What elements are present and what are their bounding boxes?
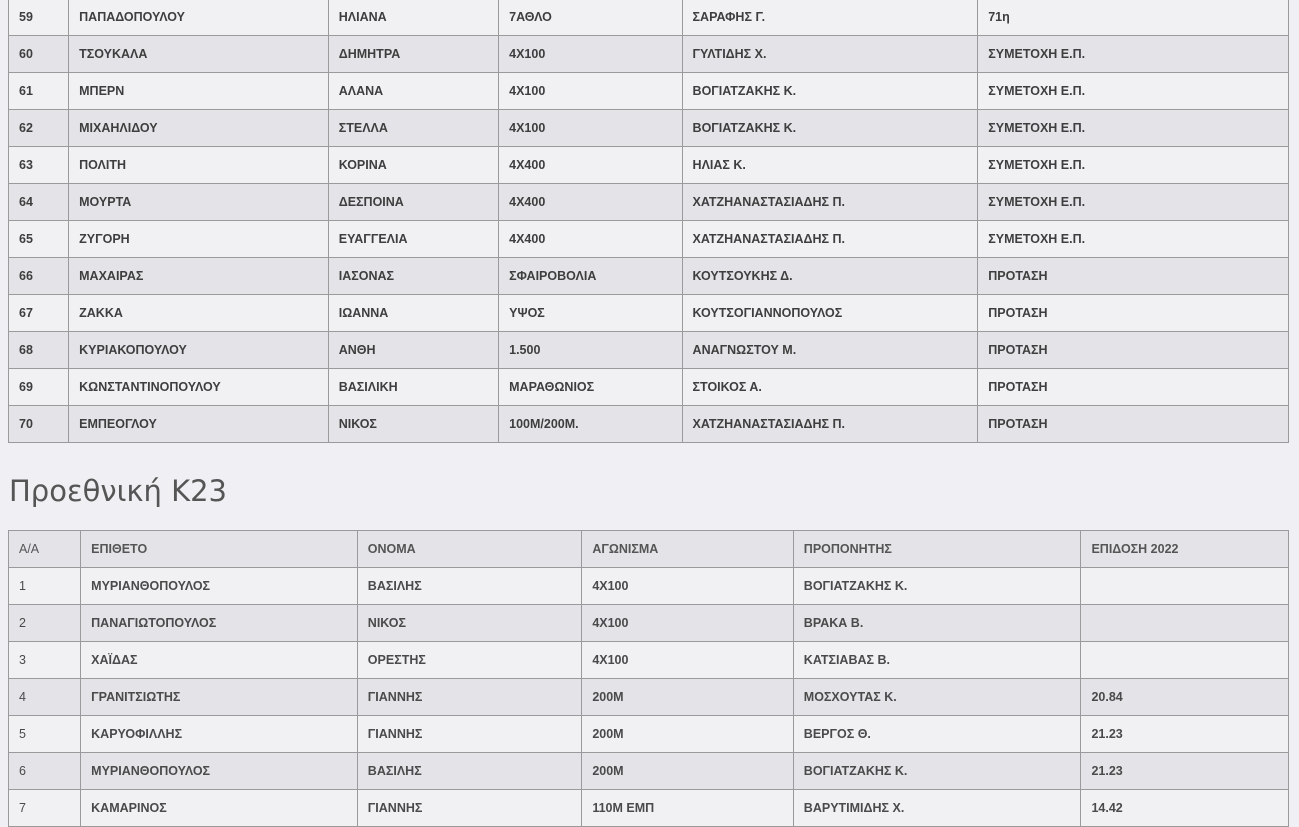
col-coach-cell: ΣΤΟΙΚΟΣ Α. bbox=[682, 369, 978, 406]
col-name-cell: ΓΙΑΝΝΗΣ bbox=[357, 790, 582, 827]
col-name-cell: ΑΝΘΗ bbox=[328, 332, 498, 369]
col-result-cell bbox=[1081, 568, 1289, 605]
col-surname-cell: ΜΠΕΡΝ bbox=[69, 73, 329, 110]
col-result-cell: ΠΡΟΤΑΣΗ bbox=[978, 369, 1289, 406]
col-result-cell bbox=[1081, 605, 1289, 642]
col-event-cell: 4Χ100 bbox=[499, 36, 682, 73]
col-surname-cell: ΜΟΥΡΤΑ bbox=[69, 184, 329, 221]
col-index-cell: 64 bbox=[9, 184, 69, 221]
col-event-cell: 4Χ100 bbox=[499, 110, 682, 147]
col-name-cell: ΔΕΣΠΟΙΝΑ bbox=[328, 184, 498, 221]
col-name-cell: ΚΟΡΙΝΑ bbox=[328, 147, 498, 184]
col-coach-cell: ΚΟΥΤΣΟΥΚΗΣ Δ. bbox=[682, 258, 978, 295]
table-row bbox=[9, 753, 1289, 790]
col-index-cell: 7 bbox=[9, 790, 81, 827]
col-event-cell: 110Μ ΕΜΠ bbox=[582, 790, 793, 827]
col-result-cell: ΣΥΜΕΤΟΧΗ Ε.Π. bbox=[978, 73, 1289, 110]
col-coach-cell: ΗΛΙΑΣ Κ. bbox=[682, 147, 978, 184]
col-index-cell: 59 bbox=[9, 0, 69, 36]
col-surname-cell: ΖΑΚΚΑ bbox=[69, 295, 329, 332]
col-surname-cell: ΕΜΠΕΟΓΛΟΥ bbox=[69, 406, 329, 443]
section-title: Προεθνική Κ23 bbox=[9, 474, 227, 508]
table-row bbox=[9, 110, 1289, 147]
col-coach-cell: ΒΡΑΚΑ Β. bbox=[793, 605, 1081, 642]
col-event-cell: 200Μ bbox=[582, 679, 793, 716]
table-row bbox=[9, 679, 1289, 716]
col-result-cell bbox=[1081, 642, 1289, 679]
col-surname-cell: ΚΥΡΙΑΚΟΠΟΥΛΟΥ bbox=[69, 332, 329, 369]
col-event-cell: 4Χ400 bbox=[499, 147, 682, 184]
table-row bbox=[9, 790, 1289, 827]
col-name-header: ΟΝΟΜΑ bbox=[357, 531, 582, 568]
table-row bbox=[9, 369, 1289, 406]
col-surname-cell: ΖΥΓΟΡΗ bbox=[69, 221, 329, 258]
col-name-cell: ΝΙΚΟΣ bbox=[357, 605, 582, 642]
col-event-cell: ΜΑΡΑΘΩΝΙΟΣ bbox=[499, 369, 682, 406]
col-surname-cell: ΤΣΟΥΚΑΛΑ bbox=[69, 36, 329, 73]
table-row bbox=[9, 716, 1289, 753]
col-coach-cell: ΒΕΡΓΟΣ Θ. bbox=[793, 716, 1081, 753]
col-event-cell: ΥΨΟΣ bbox=[499, 295, 682, 332]
col-index-cell: 1 bbox=[9, 568, 81, 605]
col-result-cell: ΠΡΟΤΑΣΗ bbox=[978, 406, 1289, 443]
col-name-cell: ΙΑΣΟΝΑΣ bbox=[328, 258, 498, 295]
col-result-cell: ΣΥΜΕΤΟΧΗ Ε.Π. bbox=[978, 221, 1289, 258]
col-event-cell: 4Χ100 bbox=[499, 73, 682, 110]
col-index-cell: 69 bbox=[9, 369, 69, 406]
col-surname-cell: ΠΑΠΑΔΟΠΟΥΛΟΥ bbox=[69, 0, 329, 36]
col-surname-cell: ΚΩΝΣΤΑΝΤΙΝΟΠΟΥΛΟΥ bbox=[69, 369, 329, 406]
col-name-cell: ΣΤΕΛΛΑ bbox=[328, 110, 498, 147]
col-index-cell: 67 bbox=[9, 295, 69, 332]
col-index-cell: 70 bbox=[9, 406, 69, 443]
col-surname-cell: ΜΑΧΑΙΡΑΣ bbox=[69, 258, 329, 295]
header-row bbox=[9, 531, 1289, 568]
col-name-cell: ΕΥΑΓΓΕΛΙΑ bbox=[328, 221, 498, 258]
col-coach-cell: ΚΑΤΣΙΑΒΑΣ Β. bbox=[793, 642, 1081, 679]
col-event-cell: 7ΑΘΛΟ bbox=[499, 0, 682, 36]
col-event-cell: 200Μ bbox=[582, 716, 793, 753]
col-name-cell: ΔΗΜΗΤΡΑ bbox=[328, 36, 498, 73]
col-index-cell: 2 bbox=[9, 605, 81, 642]
col-name-cell: ΑΛΑΝΑ bbox=[328, 73, 498, 110]
col-result-cell: ΣΥΜΕΤΟΧΗ Ε.Π. bbox=[978, 36, 1289, 73]
col-coach-cell: ΜΟΣΧΟΥΤΑΣ Κ. bbox=[793, 679, 1081, 716]
col-surname-cell: ΜΥΡΙΑΝΘΟΠΟΥΛΟΣ bbox=[81, 568, 358, 605]
col-coach-cell: ΓΥΛΤΙΔΗΣ Χ. bbox=[682, 36, 978, 73]
col-event-cell: 4Χ400 bbox=[499, 184, 682, 221]
table-row bbox=[9, 73, 1289, 110]
col-surname-cell: ΠΟΛΙΤΗ bbox=[69, 147, 329, 184]
col-result-cell: 20.84 bbox=[1081, 679, 1289, 716]
table-row bbox=[9, 605, 1289, 642]
col-event-cell: 1.500 bbox=[499, 332, 682, 369]
col-result-cell: 14.42 bbox=[1081, 790, 1289, 827]
col-event-cell: 4Χ400 bbox=[499, 221, 682, 258]
col-result-cell: ΣΥΜΕΤΟΧΗ Ε.Π. bbox=[978, 110, 1289, 147]
col-event-cell: 200Μ bbox=[582, 753, 793, 790]
table-row bbox=[9, 295, 1289, 332]
table-row bbox=[9, 147, 1289, 184]
col-index-cell: 61 bbox=[9, 73, 69, 110]
table-body bbox=[9, 568, 1289, 827]
col-coach-cell: ΑΝΑΓΝΩΣΤΟΥ Μ. bbox=[682, 332, 978, 369]
athletes-table-previous bbox=[8, 0, 1289, 443]
col-index-cell: 63 bbox=[9, 147, 69, 184]
col-coach-cell: ΧΑΤΖΗΑΝΑΣΤΑΣΙΑΔΗΣ Π. bbox=[682, 184, 978, 221]
col-name-cell: ΒΑΣΙΛΗΣ bbox=[357, 568, 582, 605]
table-row bbox=[9, 36, 1289, 73]
table-row bbox=[9, 568, 1289, 605]
col-event-cell: ΣΦΑΙΡΟΒΟΛΙΑ bbox=[499, 258, 682, 295]
table-row bbox=[9, 258, 1289, 295]
col-result-cell: ΠΡΟΤΑΣΗ bbox=[978, 295, 1289, 332]
col-surname-cell: ΠΑΝΑΓΙΩΤΟΠΟΥΛΟΣ bbox=[81, 605, 358, 642]
col-index-cell: 62 bbox=[9, 110, 69, 147]
col-coach-cell: ΒΟΓΙΑΤΖΑΚΗΣ Κ. bbox=[793, 568, 1081, 605]
col-name-cell: ΒΑΣΙΛΗΣ bbox=[357, 753, 582, 790]
col-surname-cell: ΓΡΑΝΙΤΣΙΩΤΗΣ bbox=[81, 679, 358, 716]
col-name-cell: ΝΙΚΟΣ bbox=[328, 406, 498, 443]
col-name-cell: ΗΛΙΑΝΑ bbox=[328, 0, 498, 36]
col-coach-cell: ΧΑΤΖΗΑΝΑΣΤΑΣΙΑΔΗΣ Π. bbox=[682, 221, 978, 258]
table-row bbox=[9, 184, 1289, 221]
table-row bbox=[9, 0, 1289, 36]
col-index-cell: 6 bbox=[9, 753, 81, 790]
col-name-cell: ΓΙΑΝΝΗΣ bbox=[357, 679, 582, 716]
col-coach-cell: ΒΑΡΥΤΙΜΙΔΗΣ Χ. bbox=[793, 790, 1081, 827]
table-row bbox=[9, 406, 1289, 443]
col-result-cell: ΣΥΜΕΤΟΧΗ Ε.Π. bbox=[978, 147, 1289, 184]
col-index-cell: 5 bbox=[9, 716, 81, 753]
col-name-cell: ΓΙΑΝΝΗΣ bbox=[357, 716, 582, 753]
col-result-cell: 21.23 bbox=[1081, 716, 1289, 753]
col-result-cell: 71η bbox=[978, 0, 1289, 36]
col-coach-cell: ΧΑΤΖΗΑΝΑΣΤΑΣΙΑΔΗΣ Π. bbox=[682, 406, 978, 443]
col-coach-cell: ΒΟΓΙΑΤΖΑΚΗΣ Κ. bbox=[793, 753, 1081, 790]
col-surname-cell: ΚΑΡΥΟΦΙΛΛΗΣ bbox=[81, 716, 358, 753]
col-surname-cell: ΜΙΧΑΗΛΙΔΟΥ bbox=[69, 110, 329, 147]
table-row bbox=[9, 221, 1289, 258]
col-index-cell: 68 bbox=[9, 332, 69, 369]
col-event-header: ΑΓΩΝΙΣΜΑ bbox=[582, 531, 793, 568]
col-index-cell: 4 bbox=[9, 679, 81, 716]
col-event-cell: 4Χ100 bbox=[582, 642, 793, 679]
col-index-header: Α/Α bbox=[9, 531, 81, 568]
proethniki-k23-table bbox=[8, 530, 1289, 827]
col-result-header: ΕΠΙΔΟΣΗ 2022 bbox=[1081, 531, 1289, 568]
col-coach-cell: ΣΑΡΑΦΗΣ Γ. bbox=[682, 0, 978, 36]
col-index-cell: 60 bbox=[9, 36, 69, 73]
col-coach-cell: ΚΟΥΤΣΟΓΙΑΝΝΟΠΟΥΛΟΣ bbox=[682, 295, 978, 332]
col-name-cell: ΒΑΣΙΛΙΚΗ bbox=[328, 369, 498, 406]
col-name-cell: ΙΩΑΝΝΑ bbox=[328, 295, 498, 332]
col-surname-cell: ΚΑΜΑΡΙΝΟΣ bbox=[81, 790, 358, 827]
col-index-cell: 66 bbox=[9, 258, 69, 295]
col-result-cell: ΠΡΟΤΑΣΗ bbox=[978, 258, 1289, 295]
col-event-cell: 100Μ/200Μ. bbox=[499, 406, 682, 443]
col-coach-cell: ΒΟΓΙΑΤΖΑΚΗΣ Κ. bbox=[682, 73, 978, 110]
col-event-cell: 4Χ100 bbox=[582, 568, 793, 605]
table-row bbox=[9, 642, 1289, 679]
col-coach-header: ΠΡΟΠΟΝΗΤΗΣ bbox=[793, 531, 1081, 568]
col-result-cell: ΠΡΟΤΑΣΗ bbox=[978, 332, 1289, 369]
col-event-cell: 4Χ100 bbox=[582, 605, 793, 642]
table-body bbox=[9, 0, 1289, 443]
col-surname-header: ΕΠΙΘΕΤΟ bbox=[81, 531, 358, 568]
col-surname-cell: ΧΑΪΔΑΣ bbox=[81, 642, 358, 679]
col-index-cell: 3 bbox=[9, 642, 81, 679]
col-name-cell: ΟΡΕΣΤΗΣ bbox=[357, 642, 582, 679]
col-result-cell: 21.23 bbox=[1081, 753, 1289, 790]
col-surname-cell: ΜΥΡΙΑΝΘΟΠΟΥΛΟΣ bbox=[81, 753, 358, 790]
table-row bbox=[9, 332, 1289, 369]
col-coach-cell: ΒΟΓΙΑΤΖΑΚΗΣ Κ. bbox=[682, 110, 978, 147]
table-header bbox=[9, 531, 1289, 568]
col-index-cell: 65 bbox=[9, 221, 69, 258]
col-result-cell: ΣΥΜΕΤΟΧΗ Ε.Π. bbox=[978, 184, 1289, 221]
